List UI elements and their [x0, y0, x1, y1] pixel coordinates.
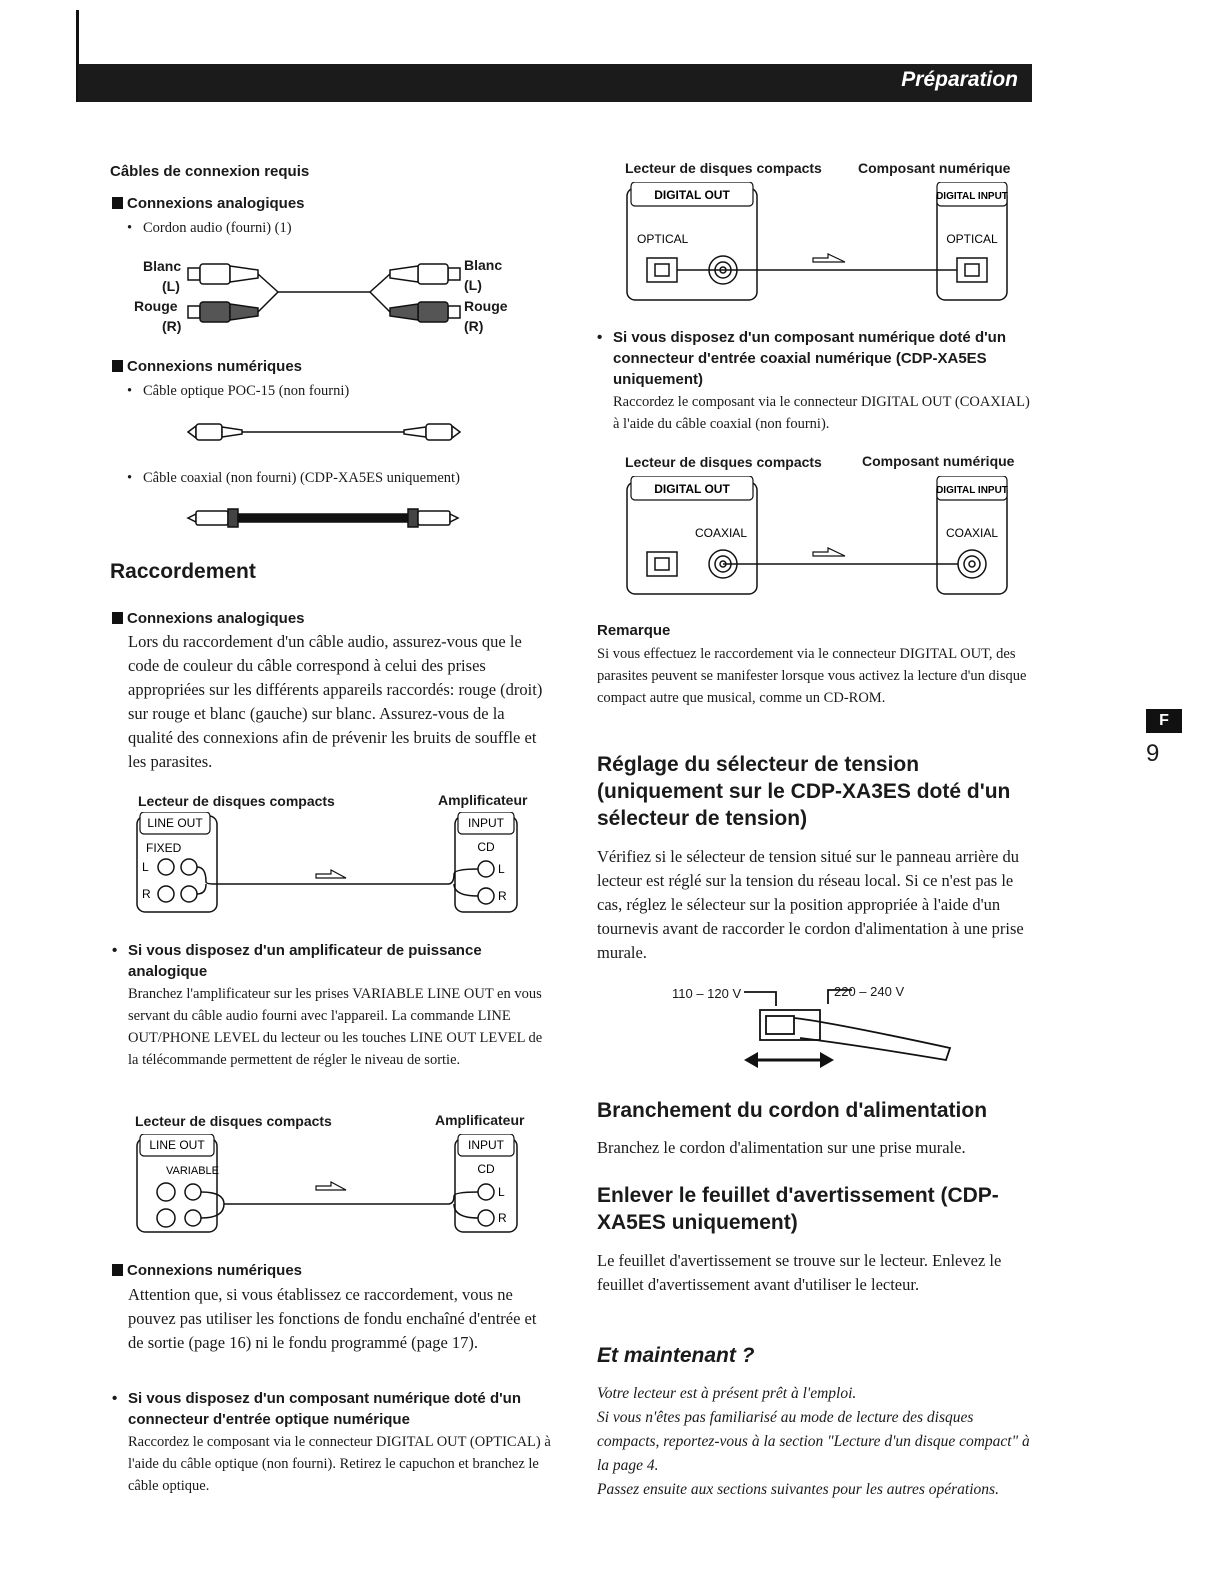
label-rouge-left: Rouge	[134, 298, 178, 314]
cables-title: Câbles de connexion requis	[110, 163, 310, 180]
fig2-left-label: Lecteur de disques compacts	[135, 1113, 332, 1129]
bullet3-text: Raccordez le composant via le connecteur DIGITAL OUT (COAXIAL) à l'aide du câble coaxial (non fourni).	[613, 394, 1030, 432]
raccordement-analog-heading: Connexions analogiques	[112, 610, 305, 627]
label-l-right: (L)	[464, 277, 482, 293]
fig4-coaxial-in: COAXIAL	[945, 526, 999, 540]
fig2-input: INPUT	[468, 1138, 504, 1152]
bullet3-title: • Si vous disposez d'un composant numérique doté d'un connecteur d'entrée coaxial numérique (CDP-XA5ES uniquement)	[613, 327, 1033, 390]
fig3-optical-in: OPTICAL	[946, 232, 998, 246]
page-number: 9	[1146, 740, 1160, 767]
fig2-variable: VARIABLE	[166, 1165, 219, 1177]
fig2-line-out: LINE OUT	[149, 1138, 205, 1152]
fig1-cd: CD	[477, 840, 495, 854]
fig1-l-out: L	[142, 860, 149, 874]
fig2-right-label: Amplificateur	[435, 1112, 525, 1128]
voltage-high-label: 220 – 240 V	[834, 984, 905, 999]
raccordement-digital-heading: Connexions numériques	[112, 1262, 302, 1279]
next-line1: Votre lecteur est à présent prêt à l'emploi.	[597, 1385, 857, 1402]
raccordement-analog-text: Lors du raccordement d'un câble audio, assurez-vous que le code de couleur du câble correspond à celui des prises appropriées sur les différents appareils raccordés: rouge (droit) sur rouge et blanc (gauche) sur blanc. Assurez-vous de la qualité des connexions afin de prévenir les bruits de souffle et les parasites.	[128, 632, 543, 771]
bullet2-text: Raccordez le composant via le connecteur DIGITAL OUT (OPTICAL) à l'aide du câble optique (non fourni). Retirez le capuchon et branchez le câble optique.	[128, 1434, 551, 1494]
voltage-low-label: 110 – 120 V	[672, 986, 742, 1001]
power-text: Branchez le cordon d'alimentation sur une prise murale.	[597, 1138, 966, 1157]
audio-cord-illustration	[186, 258, 462, 328]
fig4-left-label: Lecteur de disques compacts	[625, 454, 822, 470]
fig1-r-out: R	[142, 887, 151, 901]
raccordement-title: Raccordement	[110, 560, 256, 583]
bullet1-title: • Si vous disposez d'un amplificateur de puissance analogique	[128, 940, 538, 982]
power-title: Branchement du cordon d'alimentation	[597, 1099, 988, 1122]
label-r-left: (R)	[162, 318, 182, 334]
cables-digital-heading: Connexions numériques	[112, 358, 302, 375]
voltage-text: Vérifiez si le sélecteur de tension situé sur le panneau arrière du lecteur est réglé sur la tension du réseau local. Si ce n'est pas le cas, réglez le sélecteur sur la position appropriée à l'aide d'un tournevis avant de raccorder le cordon d'alimentation à une prise murale.	[597, 847, 1024, 962]
cables-analog-heading: Connexions analogiques	[112, 195, 305, 212]
cables-optical-item: • Câble optique POC-15 (non fourni)	[143, 380, 349, 402]
fig4-digital-input: DIGITAL INPUT	[936, 485, 1008, 496]
optical-connection-diagram	[625, 182, 1013, 304]
remarque-title: Remarque	[597, 622, 671, 639]
bullet2-title: • Si vous disposez d'un composant numérique doté d'un connecteur d'entrée optique numérique	[128, 1388, 548, 1430]
fig1-l-in: L	[498, 862, 505, 876]
voltage-title: Réglage du sélecteur de tension (uniquement sur le CDP-XA3ES doté d'un sélecteur de tension)	[597, 753, 1011, 830]
raccordement-digital-text: Attention que, si vous établissez ce raccordement, vous ne pouvez pas utiliser les fonctions de fondu enchaîné d'entrée et de sortie (page 16) ni le fondu programmé (page 17).	[128, 1285, 537, 1352]
cables-analog-item: • Cordon audio (fourni) (1)	[143, 217, 292, 239]
fig2-l-in: L	[498, 1185, 505, 1199]
label-r-right: (R)	[464, 318, 484, 334]
cables-coaxial-item: • Câble coaxial (non fourni) (CDP-XA5ES uniquement)	[143, 467, 460, 489]
fig1-r-in: R	[498, 889, 507, 903]
fig3-digital-out: DIGITAL OUT	[654, 188, 730, 202]
next-title: Et maintenant ?	[597, 1344, 755, 1367]
sheet-text: Le feuillet d'avertissement se trouve sur le lecteur. Enlevez le feuillet d'avertissement avant d'utiliser le lecteur.	[597, 1251, 1002, 1294]
fig1-fixed: FIXED	[146, 841, 182, 855]
coaxial-connection-diagram	[625, 476, 1013, 598]
label-blanc-right: Blanc	[464, 257, 503, 273]
fig4-right-label: Composant numérique	[862, 453, 1015, 469]
fig3-right-label: Composant numérique	[858, 160, 1011, 176]
fig1-right-label: Amplificateur	[438, 792, 528, 808]
fig1-input: INPUT	[468, 816, 504, 830]
next-line2: Si vous n'êtes pas familiarisé au mode de lecture des disques compacts, reportez-vous à la section "Lecture d'un disque compact" à la page 4.	[597, 1409, 1030, 1474]
fig3-digital-input: DIGITAL INPUT	[936, 191, 1008, 202]
label-blanc-left: Blanc	[143, 258, 182, 274]
fig4-coaxial-out: COAXIAL	[694, 526, 747, 540]
fig2-cd: CD	[477, 1162, 495, 1176]
fig1-line-out: LINE OUT	[147, 816, 203, 830]
bullet1-text: Branchez l'amplificateur sur les prises VARIABLE LINE OUT en vous servant du câble audio fourni avec l'appareil. La commande LINE OUT/PHONE LEVEL du lecteur ou les touches LINE OUT LEVEL de la télécommande permettent de régler le niveau de sortie.	[128, 986, 543, 1068]
coaxial-cable-illustration	[186, 506, 462, 530]
header-bar	[78, 64, 1032, 102]
optical-cable-illustration	[186, 420, 462, 444]
label-l-left: (L)	[162, 278, 180, 294]
section-title: Préparation	[901, 68, 1018, 91]
next-line3: Passez ensuite aux sections suivantes pour les autres opérations.	[597, 1481, 999, 1498]
page-tab-letter: F	[1146, 709, 1182, 733]
fig3-left-label: Lecteur de disques compacts	[625, 160, 822, 176]
voltage-selector-illustration	[740, 982, 960, 1074]
label-rouge-right: Rouge	[464, 298, 508, 314]
fig1-left-label: Lecteur de disques compacts	[138, 793, 335, 809]
remarque-text: Si vous effectuez le raccordement via le connecteur DIGITAL OUT, des parasites peuvent se manifester lorsque vous activez la lecture d'un disque compact autre que musical, comme un CD-ROM.	[597, 646, 1027, 706]
fig2-r-in: R	[498, 1211, 507, 1225]
fig3-optical-out: OPTICAL	[637, 232, 689, 246]
analog-variable-diagram	[136, 1134, 522, 1236]
sheet-title: Enlever le feuillet d'avertissement (CDP-XA5ES uniquement)	[597, 1184, 999, 1234]
analog-fixed-diagram	[136, 812, 522, 916]
fig4-digital-out: DIGITAL OUT	[654, 482, 730, 496]
